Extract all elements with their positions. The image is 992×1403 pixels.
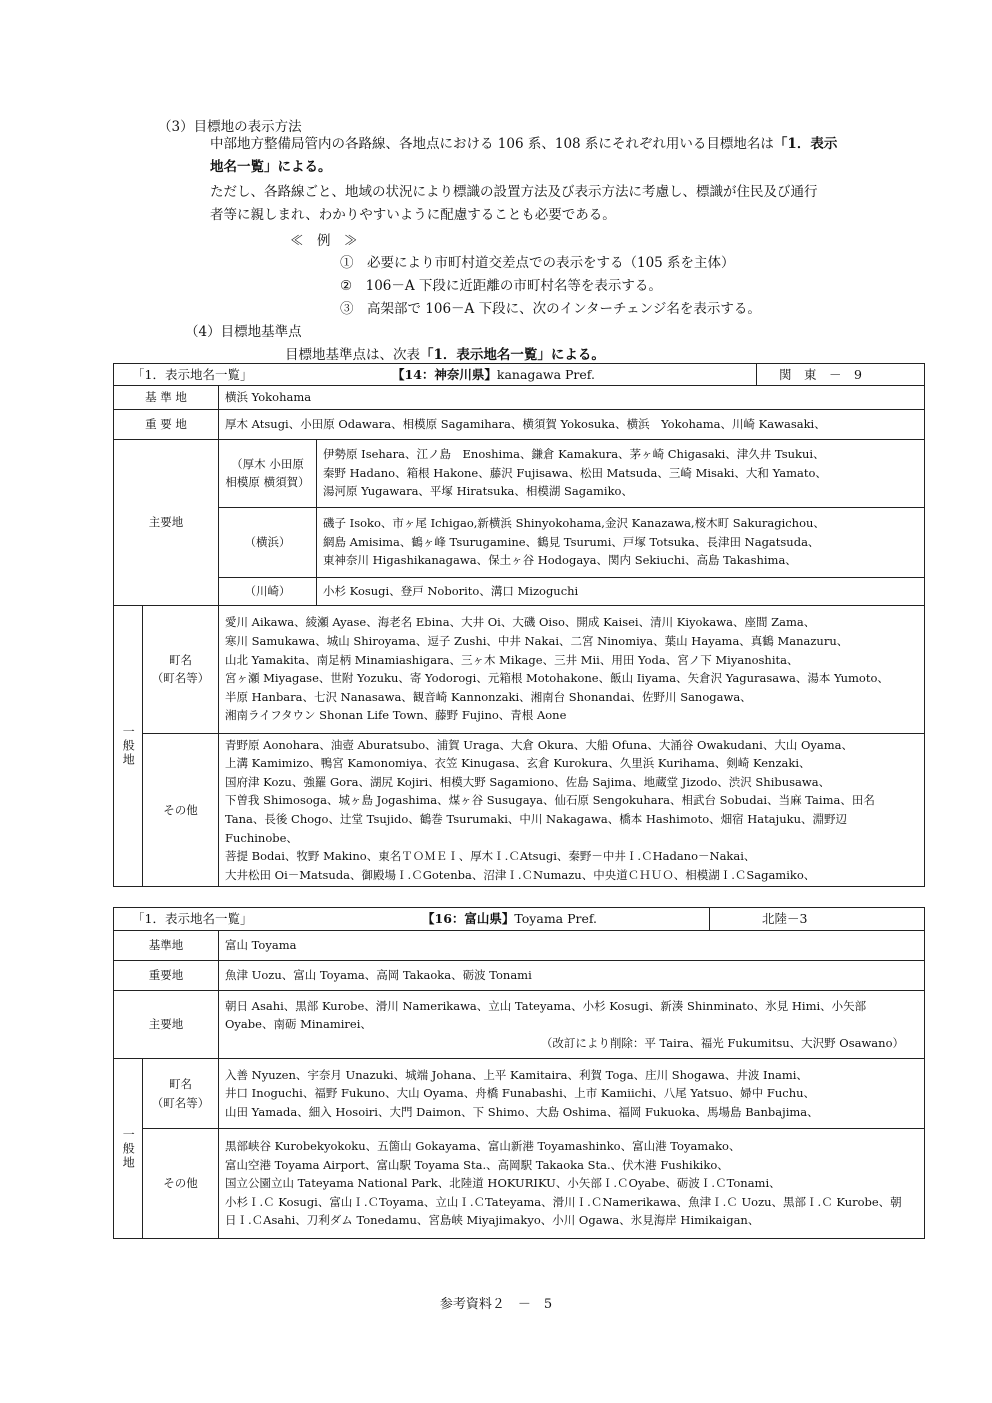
kijun-value: 横浜 Yokohama (219, 386, 925, 410)
table-title: 「1．表示地名一覧」 (132, 366, 253, 382)
section-3-heading: （3）目標地の表示方法 (158, 119, 302, 135)
table-header (114, 908, 925, 931)
example-item: ① 必要により市町村道交差点での表示をする（105 系を主体） (340, 255, 735, 271)
shuyo-note: （改訂により削除：平 Taira、福光 Fukumitsu、大沢野 Osawano） (540, 1035, 904, 1050)
shuyo-list: 小杉 Kosugi、登戸 Noborito、溝口 Mizoguchi (317, 577, 925, 605)
section-4-ref: 「1．表示地名一覧」による。 (420, 347, 605, 363)
juyo-label: 重 要 地 (114, 409, 219, 439)
region-code: 関 東 － 9 (756, 364, 924, 385)
chomei-list: 愛川 Aikawa、綾瀬 Ayase、海老名 Ebina、大井 Oi、大磯 Oiso、開成 Kaisei、清川 Kiyokawa、座間 Zama、 寒川 Samukawa、城山 Shiroyama、逗子 Zushi、中井 Nakai、二宮 Ninomiya、葉山 Hayama、真鶴 Manazuru、 山北 Yamakita、南足柄 Minamiashigara、三ヶ木 Mikage、三井 Mii、用田 Yoda、宮ノ下 Miyanoshita、 宮ヶ瀬 Miyagase、世附 Yozuku、寄 Yodorogi、元箱根 Motohakone、飯山 Iiyama、矢倉沢 Yagurasawa、湯本 Yumoto、 半原 Hanbara、七沢 Nanasawa、観音崎 Kannonzaki、湘南台 Shonandai、佐野川 Sanogawa、 湘南ライフタウン Shonan Life Town、藤野 Fujino、青根 Aone (219, 605, 925, 733)
prefecture-label: 【16：富山県】Toyama Pref. (422, 911, 598, 926)
section-3-ref: 「1．表示 (773, 136, 838, 152)
example-item: ② 106－A 下段に近距離の市町村名等を表示する。 (340, 278, 662, 294)
section-3-text: 中部地方整備局管内の各路線、各地点における 106 系、108 系にそれぞれ用いる目標地名は (210, 136, 774, 152)
page-footer: 参考資料２ － 5 (439, 1297, 553, 1312)
section-3-paragraph-2 (210, 181, 930, 227)
shuyo-label: 主要地 (114, 439, 219, 605)
sonota-label: その他 (143, 1129, 219, 1239)
example-item: ③ 高架部で 106－A 下段に、次のインターチェンジ名を表示する。 (340, 301, 761, 317)
juyo-value: 厚木 Atsugi、小田原 Odawara、相模原 Sagamihara、横須賀 Yokosuka、横浜 Yokohama、川崎 Kawasaki、 (219, 409, 925, 439)
shuyo-group: （横浜） (219, 507, 317, 577)
shuyo-group: （川崎） (219, 577, 317, 605)
shuyo-list: 伊勢原 Isehara、江ノ島 Enoshima、鎌倉 Kamakura、茅ヶ崎 Chigasaki、津久井 Tsukui、 秦野 Hadano、箱根 Hakone、藤沢 Fujisawa、松田 Matsuda、三崎 Misaki、大和 Yamato、 湯河原 Yugawara、平塚 Hiratsuka、相模湖 Sagamiko、 (317, 439, 925, 507)
chomei-list: 入善 Nyuzen、宇奈月 Unazuki、城端 Johana、上平 Kamitaira、利賀 Toga、庄川 Shogawa、井波 Inami、 井口 Inoguchi、福野 Fukuno、大山 Oyama、舟橋 Funabashi、上市 Kamiichi、八尾 Yatsuo、婦中 Fuchu、 山田 Yamada、細入 Hosoiri、大門 Daimon、下 Shimo、大島 Oshima、福岡 Fukuoka、馬場島 Banbajima、 (219, 1059, 925, 1129)
toyama-place-table (113, 907, 925, 1239)
table-title: 「1．表示地名一覧」 (132, 911, 253, 926)
kijun-label: 基 準 地 (114, 386, 219, 410)
ippan-label: 一般地 (114, 1059, 143, 1239)
section-4-text: 目標地基準点は、次表 (285, 347, 420, 363)
shuyo-list: 朝日 Asahi、黒部 Kurobe、滑川 Namerikawa、立山 Tateyama、小杉 Kosugi、新湊 Shinminato、氷見 Himi、小矢部 Oyabe、南砺 Minamirei、 （改訂により削除：平 Taira、福光 Fukumitsu、大沢野 Osawano） (219, 991, 925, 1059)
kijun-value: 富山 Toyama (219, 931, 925, 961)
shuyo-list: 磯子 Isoko、市ヶ尾 Ichigao,新横浜 Shinyokohama,金沢 Kanazawa,桜木町 Sakuragichou、 網島 Amisima、鶴ヶ峰 Tsurugamine、鶴見 Tsurumi、戸塚 Totsuka、長津田 Nagatsuda、 東神奈川 Higashikanagawa、保土ヶ谷 Hodogaya、関内 Sekiuchi、高島 Takashima、 (317, 507, 925, 577)
juyo-value: 魚津 Uozu、富山 Toyama、高岡 Takaoka、砺波 Tonami (219, 961, 925, 991)
chomei-label: 町名 （町名等） (143, 605, 219, 733)
prefecture-label: 【14：神奈川県】kanagawa Pref. (392, 366, 595, 382)
section-4-heading: （4）目標地基準点 (185, 324, 302, 340)
sonota-list: 青野原 Aonohara、油壺 Aburatsubo、浦賀 Uraga、大倉 Okura、大船 Ofuna、大涌谷 Owakudani、大山 Oyama、 上溝 Kamimizo、鴨宮 Kamonomiya、衣笠 Kinugasa、玄倉 Kurokura、久里浜 Kurihama、剣崎 Kenzaki、 国府津 Kozu、強羅 Gora、湖尻 Kojiri、相模大野 Sagamiono、佐島 Sajima、地蔵堂 Jizodo、渋沢 Shibusawa、 下曽我 Shimosoga、城ヶ島 Jogashima、煤ヶ谷 Susugaya、仙石原 Sengokuhara、相武台 Sobudai、当麻 Taima、田名 Tana、長後 Chogo、辻堂 Tsujido、鶴巻 Tsurumaki、中川 Nakagawa、橋本 Hashimoto、畑宿 Hatajuku、淵野辺 Fuchinobe、 菩提 Bodai、牧野 Makino、東名ＴＯＭＥＩ、厚木Ｉ.ＣAtsugi、秦野－中井Ｉ.ＣHadano－Nakai、 大井松田 Oi－Matsuda、御殿場Ｉ.ＣGotenba、沼津Ｉ.ＣNumazu、中央道ＣＨＵＯ、相模湖Ｉ.ＣSagamiko、 (219, 733, 925, 887)
ippan-label: 一般地 (114, 605, 143, 887)
sonota-label: その他 (143, 733, 219, 887)
section-3-text-2a: ただし、各路線ごと、地域の状況により標識の設置方法及び表示方法に考慮し、標識が住民及び通行 (210, 184, 818, 200)
shuyo-label: 主要地 (114, 991, 219, 1059)
chomei-label: 町名 （町名等） (143, 1059, 219, 1129)
sonota-list: 黒部峡谷 Kurobekyokoku、五箇山 Gokayama、富山新港 Toyamashinko、富山港 Toyamako、 富山空港 Toyama Airport、富山駅 Toyama Sta.、高岡駅 Takaoka Sta.、伏木港 Fushikiko、 国立公園立山 Tateyama National Park、北陸道 HOKURIKU、小矢部Ｉ.ＣOyabe、砺波Ｉ.ＣTonami、 小杉Ｉ.Ｃ Kosugi、富山Ｉ.ＣToyama、立山Ｉ.ＣTateyama、滑川Ｉ.ＣNamerikawa、魚津Ｉ.Ｃ Uozu、黒部Ｉ.Ｃ Kurobe、朝 日Ｉ.ＣAsahi、刀利ダム Tonedamu、宮島峡 Miyajimakyo、小川 Ogawa、氷見海岸 Himikaigan、 (219, 1129, 925, 1239)
shuyo-group: （厚木 小田原 相模原 横須賀） (219, 439, 317, 507)
section-4-paragraph (285, 343, 605, 363)
kijun-label: 基準地 (114, 931, 219, 961)
table-header (114, 364, 925, 386)
region-code: 北陸－3 (709, 908, 924, 930)
example-label: ≪ 例 ≫ (290, 233, 358, 249)
section-3-paragraph-1 (210, 133, 930, 179)
section-3-text-2b: 者等に親しまれ、わかりやすいように配慮することも必要である。 (210, 207, 616, 223)
juyo-label: 重要地 (114, 961, 219, 991)
kanagawa-place-table (113, 363, 925, 887)
section-3-ref-cont: 地名一覧」による。 (210, 159, 332, 175)
